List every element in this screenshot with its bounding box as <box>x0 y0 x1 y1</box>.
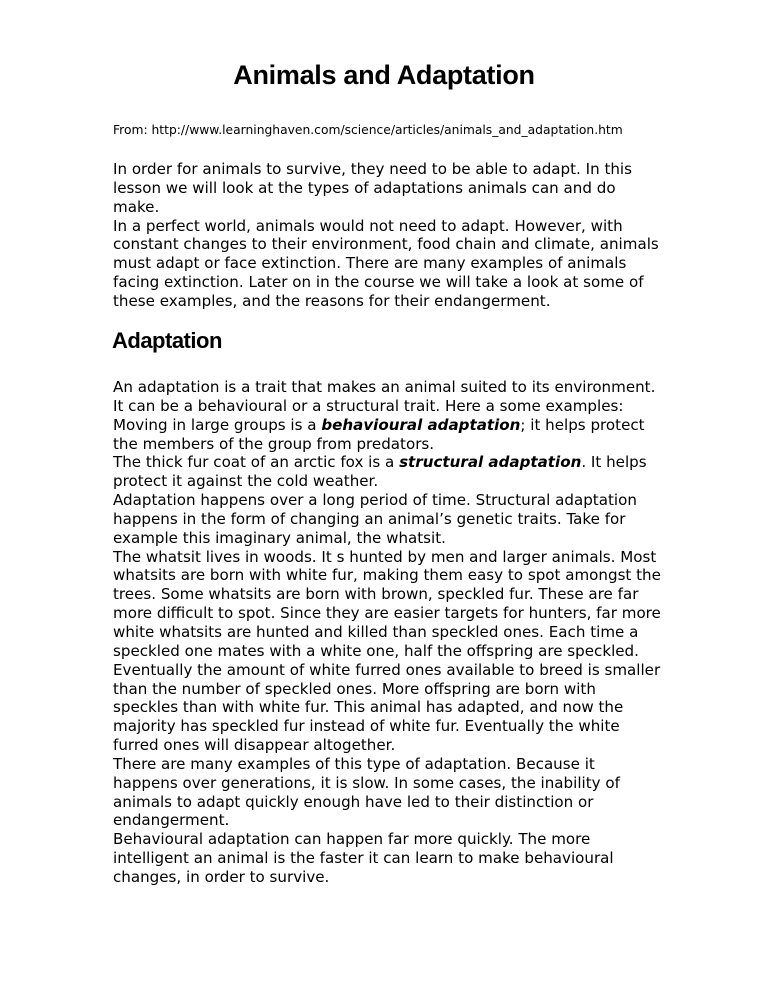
adaptation-paragraph-6: There are many examples of this type of adaptation. Because it happens over generations, it is slow. In some cases, the inability of animals to adapt quickly enough have led to their distinction or endangerment. <box>113 754 620 830</box>
paragraph-3-lead: The thick fur coat of an arctic fox is a <box>113 453 400 472</box>
document-title: Animals and Adaptation <box>233 60 535 90</box>
structural-adaptation-term: structural adaptation <box>399 453 582 472</box>
paragraph-3-tail: . It helps protect it against the cold weather. <box>113 453 647 491</box>
section-heading-adaptation: Adaptation <box>112 328 222 353</box>
paragraph-2-tail: ; it helps protect the members of the group from predators. <box>113 415 645 453</box>
intro-paragraph-2: In a perfect world, animals would not need to adapt. However, with constant changes to their environment, food chain and climate, animals must adapt or face extinction. There are many examples of animals facing extinction. Later on in the course we will take a look at some of these examples, and the reasons for their endangerment. <box>113 216 659 310</box>
adaptation-paragraph-3 <box>113 453 661 491</box>
adaptation-section <box>113 378 661 887</box>
adaptation-paragraph-4: Adaptation happens over a long period of time. Structural adaptation happens in the form of changing an animal’s genetic traits. Take for example this imaginary animal, the whatsit. <box>113 491 637 547</box>
adaptation-paragraph-1: An adaptation is a trait that makes an animal suited to its environment. It can be a behavioural or a structural trait. Here a some examples: <box>113 378 656 415</box>
adaptation-paragraph-5: The whatsit lives in woods. It s hunted by men and larger animals. Most whatsits are born with white fur, making them easy to spot amongst the trees. Some whatsits are born with brown, speckled fur. These are far more difficult to spot. Since they are easier targets for hunters, far more white whatsits are hunted and killed than speckled ones. Each time a speckled one mates with a white one, half the offspring are speckled. Eventually the amount of white furred ones available to breed is smaller than the number of speckled ones. More offspring are born with speckles than with white fur. This animal has adapted, and now the majority has speckled fur instead of white fur. Eventually the white furred ones will disappear altogether. <box>113 547 661 755</box>
intro-section <box>113 160 661 311</box>
source-line: From: http://www.learninghaven.com/science/articles/animals_and_adaptation.htm <box>113 123 623 137</box>
paragraph-2-lead: Moving in large groups is a <box>113 415 322 434</box>
adaptation-paragraph-7: Behavioural adaptation can happen far more quickly. The more intelligent an animal is the faster it can learn to make behavioural changes, in order to survive. <box>113 830 614 886</box>
behavioural-adaptation-term: behavioural adaptation <box>321 415 521 434</box>
adaptation-paragraph-2 <box>113 416 661 454</box>
intro-paragraph-1: In order for animals to survive, they need to be able to adapt. In this lesson we will look at the types of adaptations animals can and do make. <box>113 160 632 216</box>
